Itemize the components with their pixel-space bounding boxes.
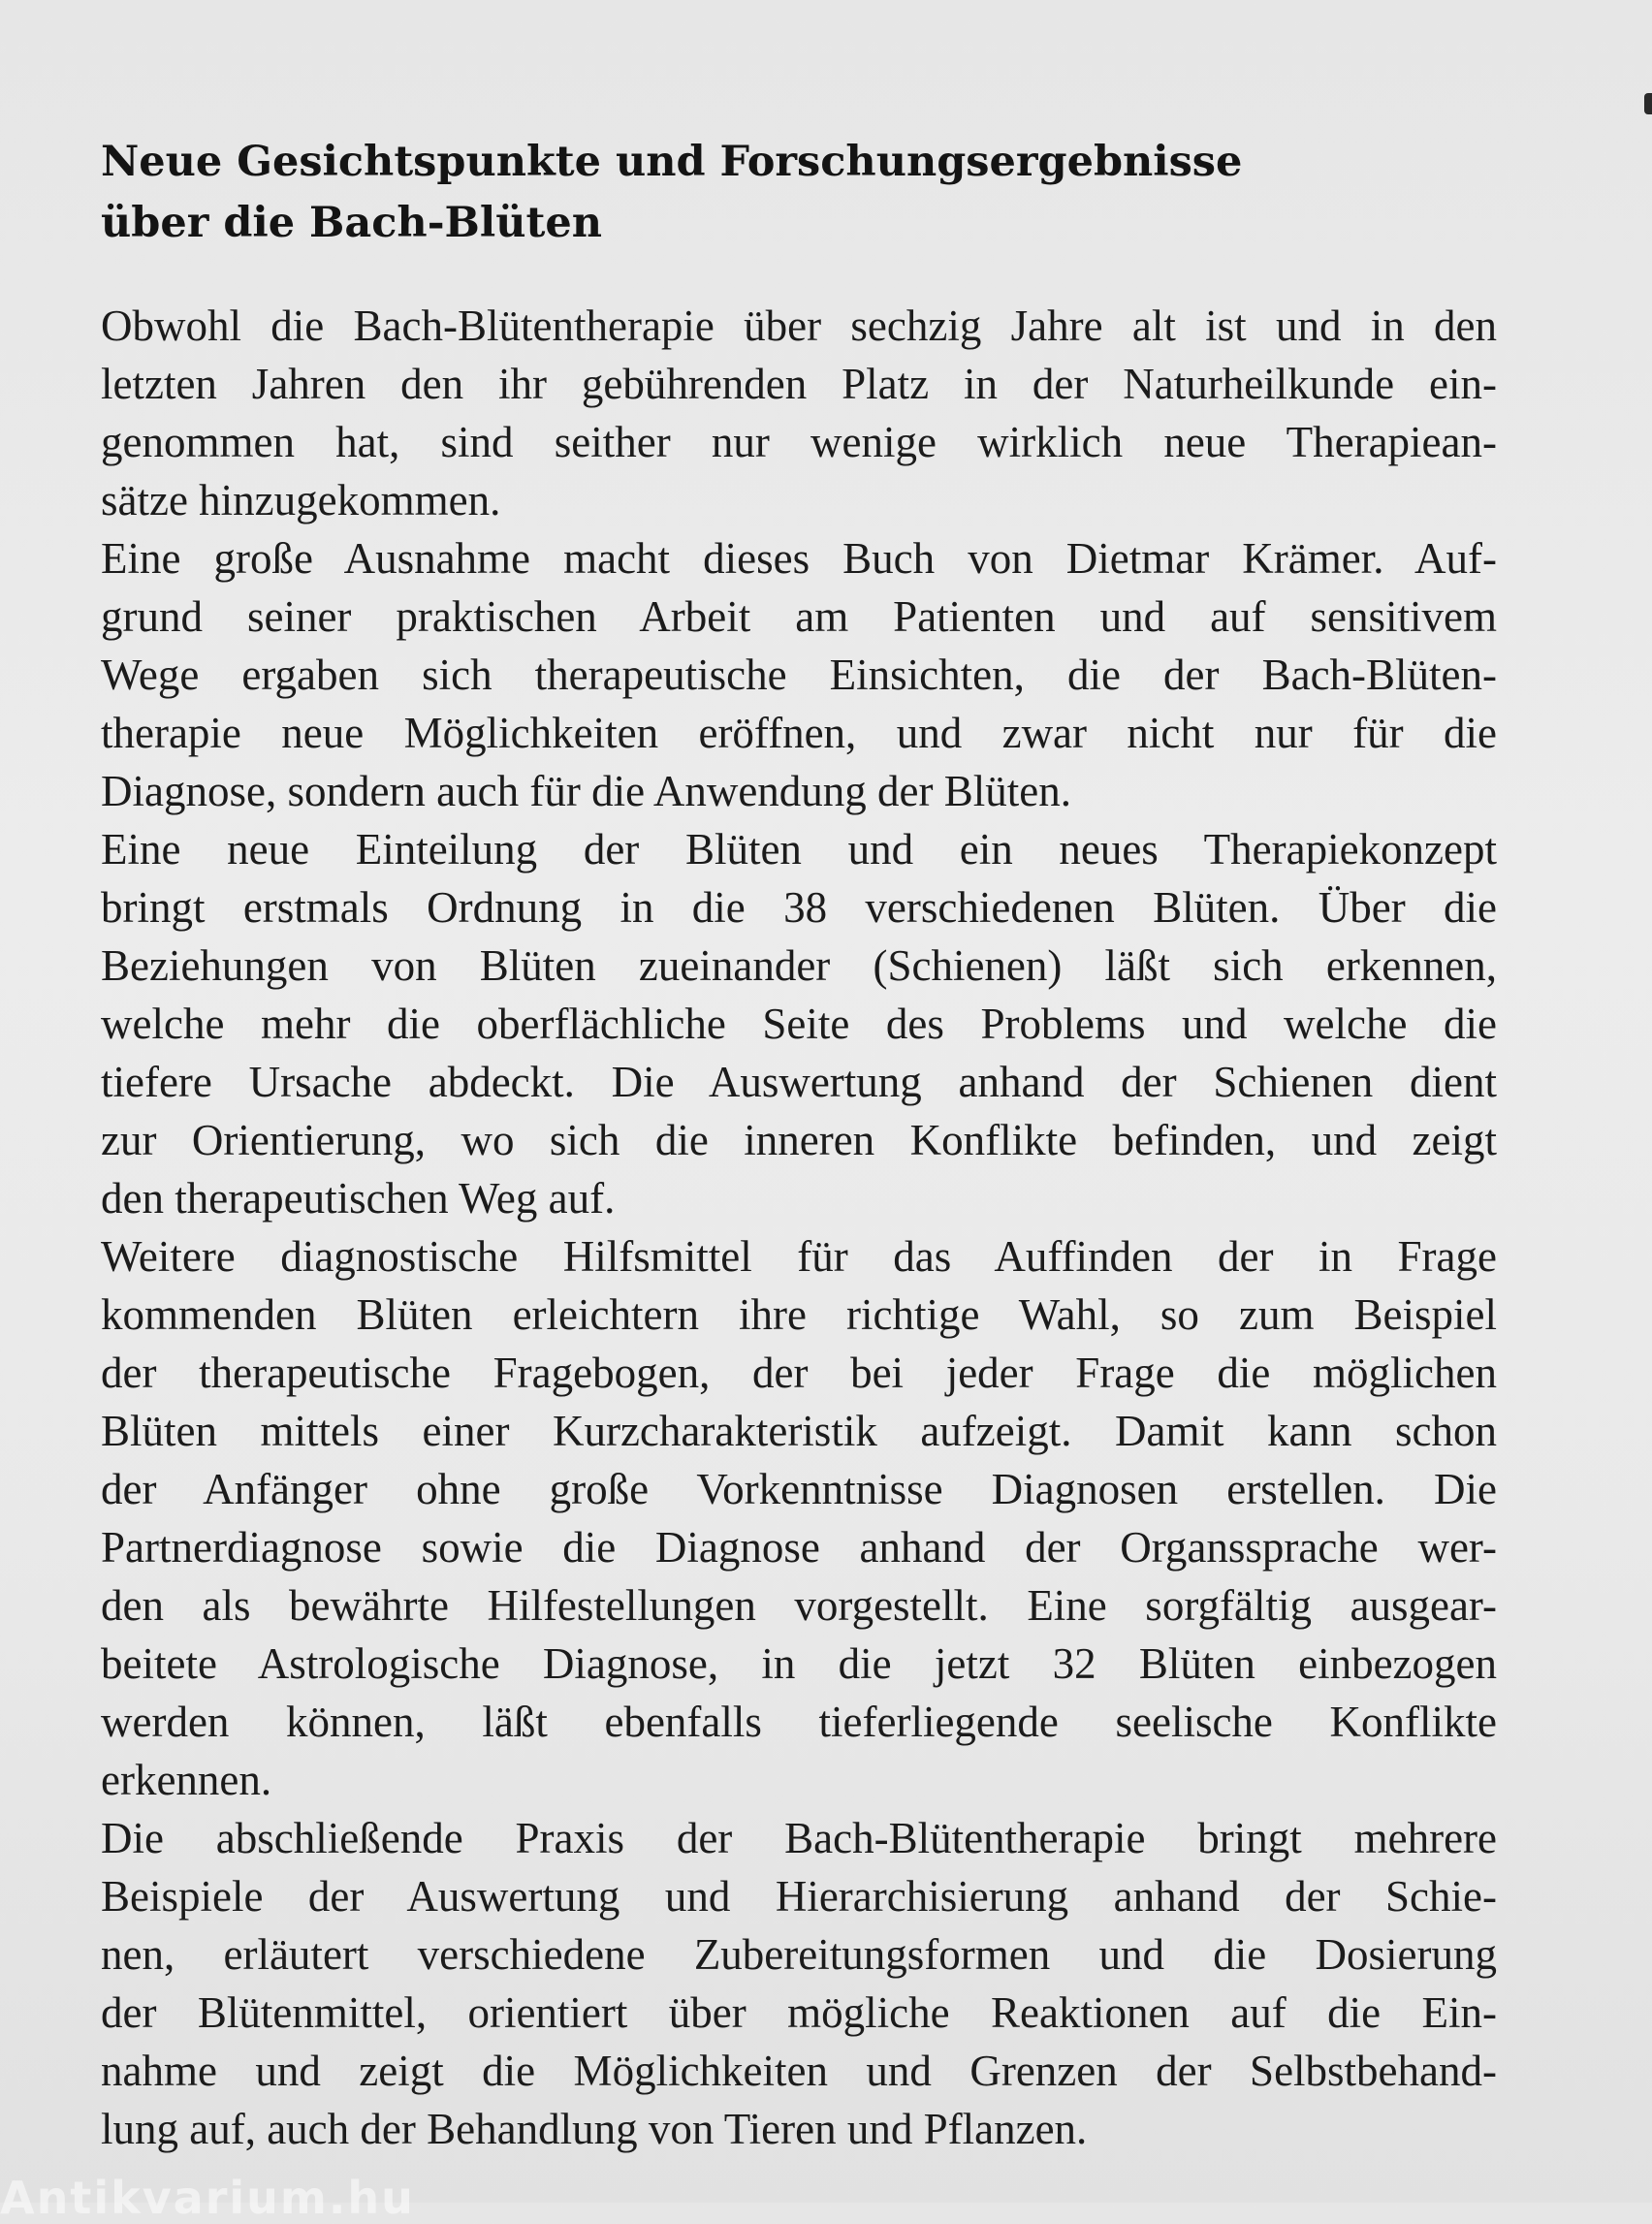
text-line: den therapeutischen Weg auf.	[101, 1174, 616, 1223]
text-line: kommenden Blüten erleichtern ihre richtige Wahl, so zum Beispiel	[101, 1290, 1497, 1339]
text-line: werden können, läßt ebenfalls tieferliegende seelische Konflikte	[101, 1698, 1497, 1746]
text-line: den als bewährte Hilfestellungen vorgestellt. Eine sorgfältig ausgear-	[101, 1581, 1497, 1630]
text-line: Blüten mittels einer Kurzcharakteristik aufzeigt. Damit kann schon	[101, 1407, 1497, 1455]
text-line: genommen hat, sind seither nur wenige wirklich neue Therapiean-	[101, 418, 1497, 466]
text-line: Beziehungen von Blüten zueinander (Schienen) läßt sich erkennen,	[101, 941, 1497, 990]
text-line: letzten Jahren den ihr gebührenden Platz in der Naturheilkunde ein-	[101, 360, 1497, 408]
text-line: Partnerdiagnose sowie die Diagnose anhand der Organssprache wer-	[101, 1523, 1497, 1572]
text-line: nen, erläutert verschiedene Zubereitungsformen und die Dosierung	[101, 1930, 1497, 1979]
paragraph-4	[101, 1227, 1497, 1809]
body-text	[101, 297, 1497, 2158]
text-line: Eine neue Einteilung der Blüten und ein neues Therapiekonzept	[101, 825, 1497, 874]
text-line: Die abschließende Praxis der Bach-Blütentherapie bringt mehrere	[101, 1814, 1497, 1862]
text-line: Beispiele der Auswertung und Hierarchisierung anhand der Schie-	[101, 1872, 1497, 1921]
text-line: Eine große Ausnahme macht dieses Buch von Dietmar Krämer. Auf-	[101, 534, 1497, 583]
text-line: beitete Astrologische Diagnose, in die jetzt 32 Blüten einbezogen	[101, 1639, 1497, 1688]
text-line: zur Orientierung, wo sich die inneren Konflikte befinden, und zeigt	[101, 1116, 1497, 1164]
text-line: erkennen.	[101, 1756, 272, 1804]
text-line: Wege ergaben sich therapeutische Einsichten, die der Bach-Blüten-	[101, 651, 1497, 699]
title-line: über die Bach-Blüten	[101, 199, 602, 247]
paragraph-5	[101, 1809, 1497, 2158]
text-line: bringt erstmals Ordnung in die 38 verschiedenen Blüten. Über die	[101, 883, 1497, 932]
text-line: sätze hinzugekommen.	[101, 476, 501, 524]
text-line: der Anfänger ohne große Vorkenntnisse Diagnosen erstellen. Die	[101, 1465, 1497, 1513]
text-line: tiefere Ursache abdeckt. Die Auswertung anhand der Schienen dient	[101, 1058, 1497, 1106]
text-line: Diagnose, sondern auch für die Anwendung der Blüten.	[101, 767, 1072, 815]
text-line: therapie neue Möglichkeiten eröffnen, und zwar nicht nur für die	[101, 709, 1497, 757]
text-line: welche mehr die oberflächliche Seite des Problems und welche die	[101, 1000, 1497, 1048]
text-line: Weitere diagnostische Hilfsmittel für das Auffinden der in Frage	[101, 1232, 1497, 1281]
watermark: Antikvarium.hu	[0, 2172, 415, 2224]
page-edge-mark	[1644, 93, 1652, 114]
text-line: grund seiner praktischen Arbeit am Patienten und auf sensitivem	[101, 592, 1497, 641]
title-line: Neue Gesichtspunkte und Forschungsergebnisse	[101, 138, 1243, 186]
page-title	[101, 132, 1516, 254]
text-line: der therapeutische Fragebogen, der bei jeder Frage die möglichen	[101, 1349, 1497, 1397]
text-line: nahme und zeigt die Möglichkeiten und Grenzen der Selbstbehand-	[101, 2047, 1497, 2095]
text-line: der Blütenmittel, orientiert über mögliche Reaktionen auf die Ein-	[101, 1988, 1497, 2037]
text-line: lung auf, auch der Behandlung von Tieren und Pflanzen.	[101, 2105, 1088, 2153]
paragraph-1	[101, 297, 1497, 529]
paragraph-2	[101, 529, 1497, 820]
paragraph-3	[101, 820, 1497, 1227]
text-line: Obwohl die Bach-Blütentherapie über sechzig Jahre alt ist und in den	[101, 302, 1497, 350]
